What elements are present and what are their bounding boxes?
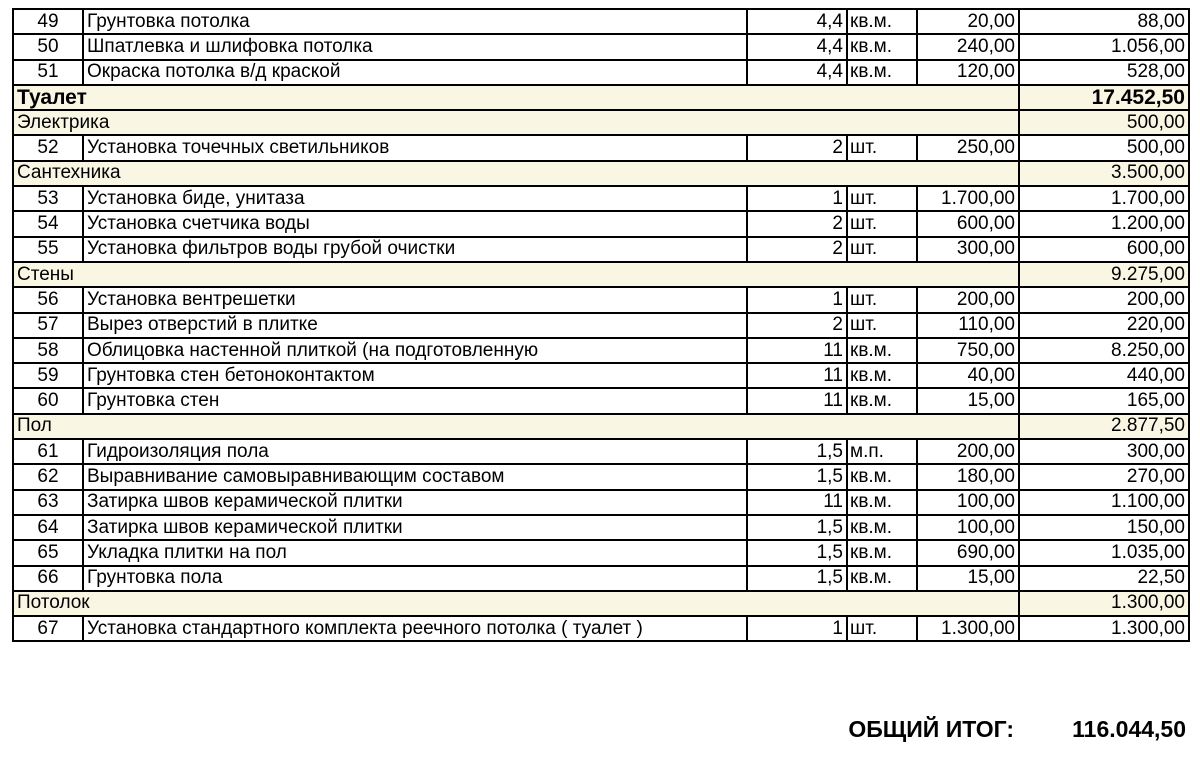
row-number: 55 bbox=[13, 237, 83, 262]
unit-price: 250,00 bbox=[917, 135, 1019, 160]
unit-price: 750,00 bbox=[917, 338, 1019, 363]
unit-price: 40,00 bbox=[917, 363, 1019, 388]
line-total: 1.700,00 bbox=[1019, 186, 1189, 211]
table-row bbox=[13, 338, 1189, 363]
work-name: Укладка плитки на пол bbox=[83, 540, 747, 565]
row-number: 64 bbox=[13, 515, 83, 540]
quantity: 1 bbox=[747, 287, 847, 312]
line-total: 528,00 bbox=[1019, 60, 1189, 85]
unit: кв.м. bbox=[847, 363, 917, 388]
category-total: 2.877,50 bbox=[1019, 414, 1189, 439]
row-number: 65 bbox=[13, 540, 83, 565]
work-name: Установка точечных светильников bbox=[83, 135, 747, 160]
unit-price: 1.700,00 bbox=[917, 186, 1019, 211]
unit: шт. bbox=[847, 313, 917, 338]
quantity: 1 bbox=[747, 186, 847, 211]
row-number: 52 bbox=[13, 135, 83, 160]
work-name: Установка фильтров воды грубой очистки bbox=[83, 237, 747, 262]
line-total: 165,00 bbox=[1019, 388, 1189, 413]
line-total: 1.200,00 bbox=[1019, 211, 1189, 236]
row-number: 56 bbox=[13, 287, 83, 312]
work-name: Установка счетчика воды bbox=[83, 211, 747, 236]
unit: м.п. bbox=[847, 439, 917, 464]
unit-price: 300,00 bbox=[917, 237, 1019, 262]
category-name: Сантехника bbox=[13, 161, 1019, 186]
category-name: Потолок bbox=[13, 591, 1019, 616]
row-number: 62 bbox=[13, 464, 83, 489]
unit: кв.м. bbox=[847, 34, 917, 59]
category-row bbox=[13, 262, 1189, 287]
category-row bbox=[13, 161, 1189, 186]
work-name: Облицовка настенной плиткой (на подготовленную bbox=[83, 338, 747, 363]
unit: кв.м. bbox=[847, 388, 917, 413]
table-row bbox=[13, 9, 1189, 34]
grand-total-value: 116.044,50 bbox=[1072, 716, 1186, 742]
table-row bbox=[13, 363, 1189, 388]
quantity: 1,5 bbox=[747, 464, 847, 489]
table-row bbox=[13, 616, 1189, 641]
category-row bbox=[13, 414, 1189, 439]
category-name: Пол bbox=[13, 414, 1019, 439]
unit: кв.м. bbox=[847, 60, 917, 85]
line-total: 270,00 bbox=[1019, 464, 1189, 489]
table-row bbox=[13, 186, 1189, 211]
unit-price: 120,00 bbox=[917, 60, 1019, 85]
table-row bbox=[13, 388, 1189, 413]
work-name: Грунтовка потолка bbox=[83, 9, 747, 34]
line-total: 500,00 bbox=[1019, 135, 1189, 160]
line-total: 200,00 bbox=[1019, 287, 1189, 312]
grand-total bbox=[0, 716, 1200, 746]
unit-price: 240,00 bbox=[917, 34, 1019, 59]
unit: кв.м. bbox=[847, 515, 917, 540]
row-number: 57 bbox=[13, 313, 83, 338]
unit: кв.м. bbox=[847, 490, 917, 515]
unit-price: 180,00 bbox=[917, 464, 1019, 489]
quantity: 1 bbox=[747, 616, 847, 641]
unit: кв.м. bbox=[847, 566, 917, 591]
row-number: 50 bbox=[13, 34, 83, 59]
estimate-table bbox=[12, 8, 1190, 642]
work-name: Установка биде, унитаза bbox=[83, 186, 747, 211]
row-number: 53 bbox=[13, 186, 83, 211]
unit-price: 100,00 bbox=[917, 515, 1019, 540]
work-name: Вырез отверстий в плитке bbox=[83, 313, 747, 338]
table-row bbox=[13, 515, 1189, 540]
room-total-row bbox=[13, 85, 1189, 110]
category-row bbox=[13, 591, 1189, 616]
quantity: 1,5 bbox=[747, 515, 847, 540]
unit-price: 15,00 bbox=[917, 388, 1019, 413]
category-total: 9.275,00 bbox=[1019, 262, 1189, 287]
line-total: 1.056,00 bbox=[1019, 34, 1189, 59]
unit-price: 600,00 bbox=[917, 211, 1019, 236]
line-total: 440,00 bbox=[1019, 363, 1189, 388]
grand-total-label: ОБЩИЙ ИТОГ: bbox=[848, 716, 1014, 742]
unit-price: 100,00 bbox=[917, 490, 1019, 515]
work-name: Выравнивание самовыравнивающим составом bbox=[83, 464, 747, 489]
quantity: 11 bbox=[747, 490, 847, 515]
work-name: Затирка швов керамической плитки bbox=[83, 490, 747, 515]
line-total: 1.100,00 bbox=[1019, 490, 1189, 515]
quantity: 2 bbox=[747, 211, 847, 236]
quantity: 1,5 bbox=[747, 439, 847, 464]
quantity: 4,4 bbox=[747, 9, 847, 34]
quantity: 1,5 bbox=[747, 566, 847, 591]
unit: кв.м. bbox=[847, 9, 917, 34]
table-row bbox=[13, 490, 1189, 515]
unit-price: 110,00 bbox=[917, 313, 1019, 338]
table-row bbox=[13, 540, 1189, 565]
unit: кв.м. bbox=[847, 338, 917, 363]
line-total: 88,00 bbox=[1019, 9, 1189, 34]
table-row bbox=[13, 439, 1189, 464]
quantity: 2 bbox=[747, 135, 847, 160]
line-total: 300,00 bbox=[1019, 439, 1189, 464]
quantity: 2 bbox=[747, 313, 847, 338]
quantity: 4,4 bbox=[747, 60, 847, 85]
line-total: 220,00 bbox=[1019, 313, 1189, 338]
work-name: Грунтовка стен bbox=[83, 388, 747, 413]
category-total: 500,00 bbox=[1019, 110, 1189, 135]
table-row bbox=[13, 566, 1189, 591]
work-name: Грунтовка стен бетоноконтактом bbox=[83, 363, 747, 388]
table-row bbox=[13, 34, 1189, 59]
row-number: 60 bbox=[13, 388, 83, 413]
unit: шт. bbox=[847, 237, 917, 262]
unit-price: 200,00 bbox=[917, 439, 1019, 464]
row-number: 59 bbox=[13, 363, 83, 388]
work-name: Гидроизоляция пола bbox=[83, 439, 747, 464]
quantity: 2 bbox=[747, 237, 847, 262]
work-name: Установка вентрешетки bbox=[83, 287, 747, 312]
unit: шт. bbox=[847, 135, 917, 160]
row-number: 54 bbox=[13, 211, 83, 236]
unit-price: 15,00 bbox=[917, 566, 1019, 591]
quantity: 11 bbox=[747, 388, 847, 413]
line-total: 1.035,00 bbox=[1019, 540, 1189, 565]
unit-price: 20,00 bbox=[917, 9, 1019, 34]
room-total: 17.452,50 bbox=[1019, 85, 1189, 110]
table-row bbox=[13, 135, 1189, 160]
line-total: 150,00 bbox=[1019, 515, 1189, 540]
work-name: Затирка швов керамической плитки bbox=[83, 515, 747, 540]
line-total: 22,50 bbox=[1019, 566, 1189, 591]
category-total: 3.500,00 bbox=[1019, 161, 1189, 186]
row-number: 58 bbox=[13, 338, 83, 363]
unit-price: 200,00 bbox=[917, 287, 1019, 312]
quantity: 4,4 bbox=[747, 34, 847, 59]
table-row bbox=[13, 211, 1189, 236]
unit: шт. bbox=[847, 616, 917, 641]
row-number: 61 bbox=[13, 439, 83, 464]
category-name: Стены bbox=[13, 262, 1019, 287]
row-number: 66 bbox=[13, 566, 83, 591]
work-name: Окраска потолка в/д краской bbox=[83, 60, 747, 85]
quantity: 11 bbox=[747, 363, 847, 388]
line-total: 8.250,00 bbox=[1019, 338, 1189, 363]
line-total: 600,00 bbox=[1019, 237, 1189, 262]
work-name: Установка стандартного комплекта реечного потолка ( туалет ) bbox=[83, 616, 747, 641]
work-name: Грунтовка пола bbox=[83, 566, 747, 591]
category-total: 1.300,00 bbox=[1019, 591, 1189, 616]
quantity: 1,5 bbox=[747, 540, 847, 565]
unit: кв.м. bbox=[847, 540, 917, 565]
line-total: 1.300,00 bbox=[1019, 616, 1189, 641]
row-number: 51 bbox=[13, 60, 83, 85]
unit-price: 690,00 bbox=[917, 540, 1019, 565]
table-row bbox=[13, 287, 1189, 312]
category-row bbox=[13, 110, 1189, 135]
quantity: 11 bbox=[747, 338, 847, 363]
row-number: 63 bbox=[13, 490, 83, 515]
work-name: Шпатлевка и шлифовка потолка bbox=[83, 34, 747, 59]
row-number: 49 bbox=[13, 9, 83, 34]
category-name: Электрика bbox=[13, 110, 1019, 135]
unit: кв.м. bbox=[847, 464, 917, 489]
room-name: Туалет bbox=[13, 85, 1019, 110]
unit: шт. bbox=[847, 287, 917, 312]
table-row bbox=[13, 464, 1189, 489]
unit: шт. bbox=[847, 211, 917, 236]
unit-price: 1.300,00 bbox=[917, 616, 1019, 641]
table-row bbox=[13, 313, 1189, 338]
table-row bbox=[13, 60, 1189, 85]
unit: шт. bbox=[847, 186, 917, 211]
row-number: 67 bbox=[13, 616, 83, 641]
table-row bbox=[13, 237, 1189, 262]
